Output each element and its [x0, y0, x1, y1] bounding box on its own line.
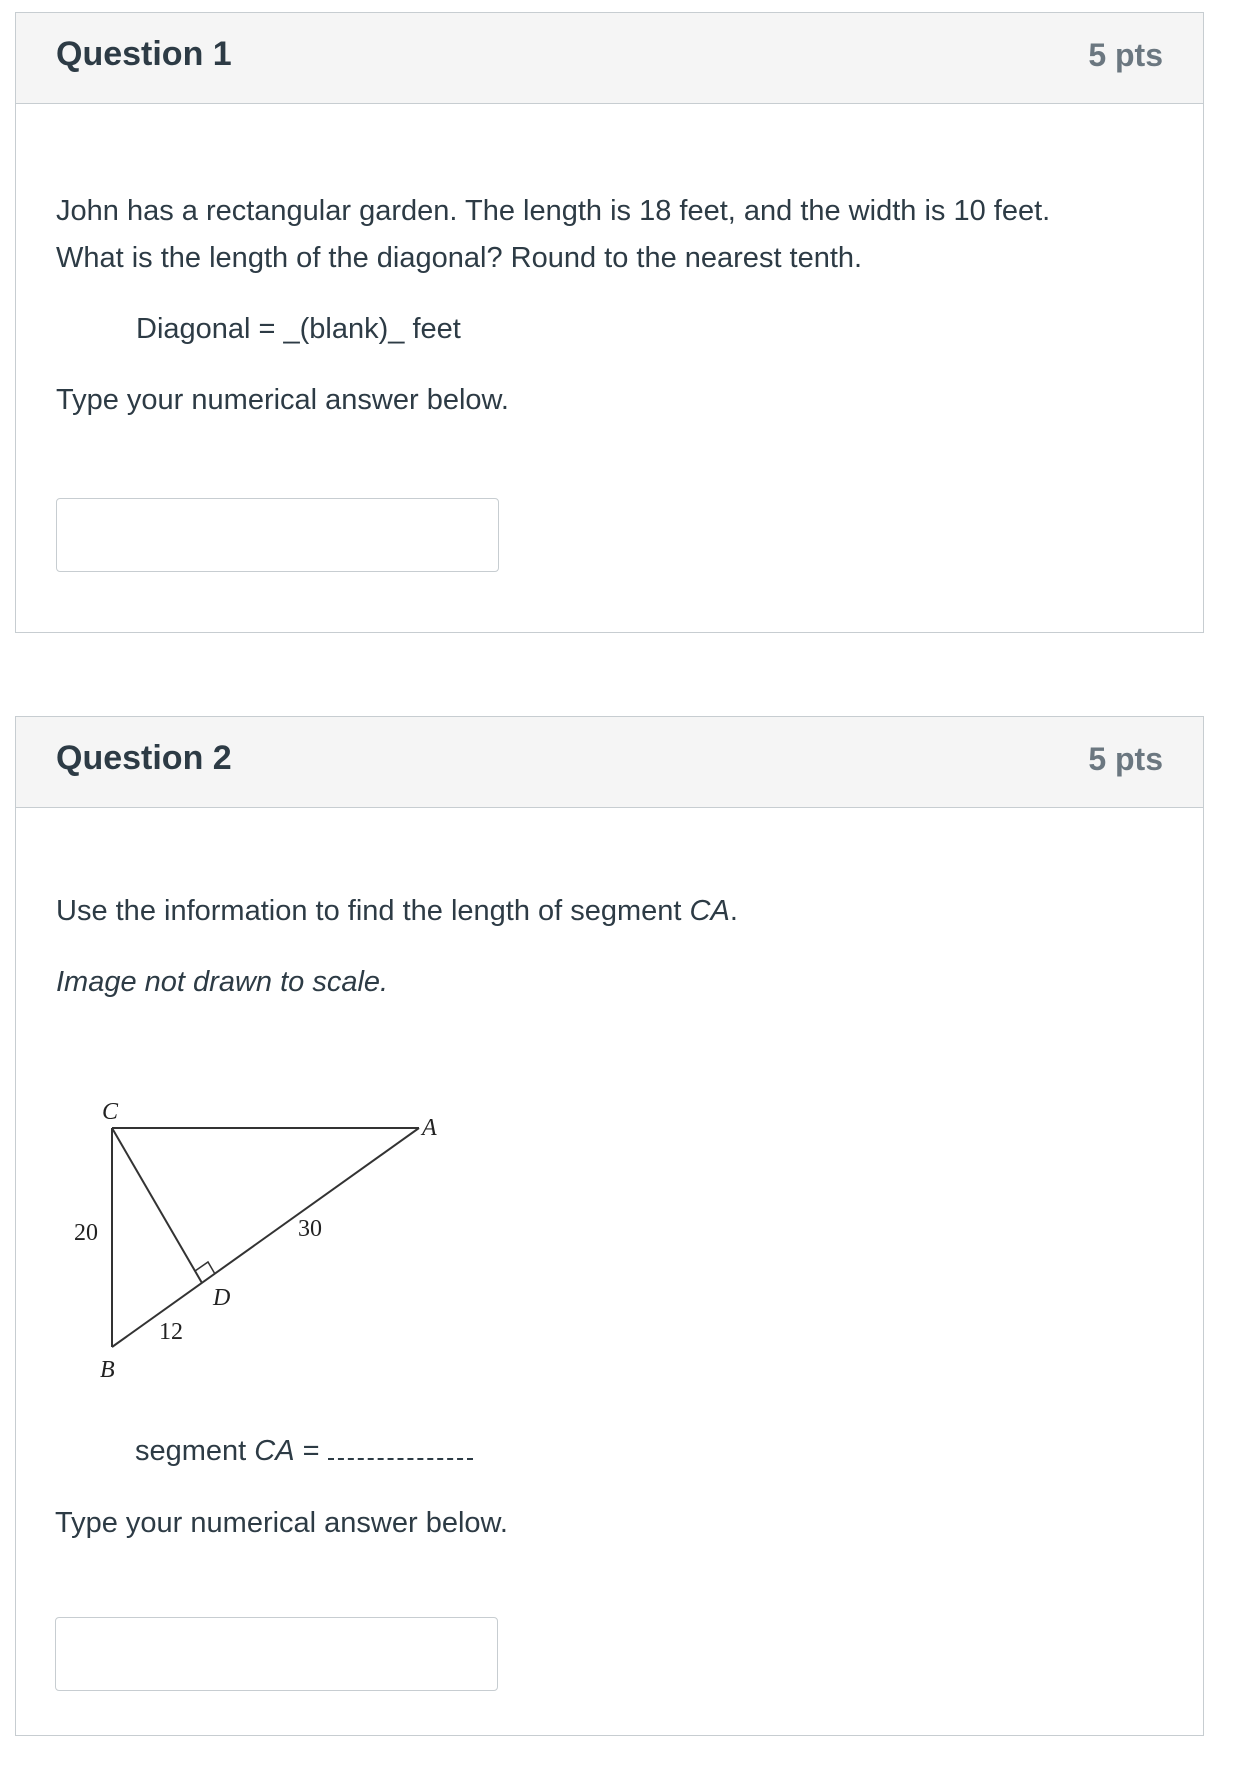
- question-1-points: 5 pts: [1088, 37, 1163, 73]
- question-1-header: [16, 13, 1203, 104]
- segment-ba: [112, 1128, 419, 1347]
- label-a: A: [422, 1115, 437, 1141]
- question-2-equation-line: [135, 1428, 473, 1475]
- question-1-title: Question 1: [56, 35, 232, 73]
- question-2-equation-pre: segment: [135, 1435, 255, 1467]
- question-2-equation-seg: CA: [254, 1435, 295, 1467]
- question-1-text-line1: John has a rectangular garden. The length is 18 feet, and the width is 10 feet.: [56, 195, 1051, 227]
- question-2-text: [56, 888, 738, 935]
- label-c: C: [102, 1099, 119, 1125]
- question-1-instruction: Type your numerical answer below.: [56, 384, 509, 416]
- answer-blank-line: [328, 1436, 473, 1460]
- question-2-answer-input[interactable]: [55, 1617, 498, 1691]
- question-2-text-pre: Use the information to find the length of segment: [56, 895, 690, 927]
- question-2-text-seg: CA: [689, 895, 730, 927]
- question-1-answer-input[interactable]: [56, 498, 499, 572]
- question-2-header: [16, 717, 1203, 808]
- length-bd: 12: [159, 1319, 183, 1345]
- question-1-equation: Diagonal = _(blank)_ feet: [136, 313, 461, 345]
- length-cb: 20: [74, 1220, 98, 1246]
- segment-cd: [112, 1128, 202, 1283]
- right-angle-marker: [195, 1262, 215, 1274]
- label-b: B: [100, 1357, 115, 1383]
- question-1-text-line2: What is the length of the diagonal? Round to the nearest tenth.: [56, 242, 863, 274]
- question-2-text-post: .: [729, 895, 738, 927]
- length-da: 30: [298, 1216, 322, 1242]
- label-d: D: [213, 1285, 231, 1311]
- question-2-points: 5 pts: [1088, 741, 1163, 777]
- question-2-equation-eq: =: [294, 1435, 320, 1467]
- question-2-instruction: Type your numerical answer below.: [55, 1507, 508, 1539]
- question-2-note: Image not drawn to scale.: [56, 966, 389, 998]
- question-2-title: Question 2: [56, 739, 232, 777]
- triangle-figure: [60, 1095, 460, 1395]
- question-1-card: [15, 12, 1204, 633]
